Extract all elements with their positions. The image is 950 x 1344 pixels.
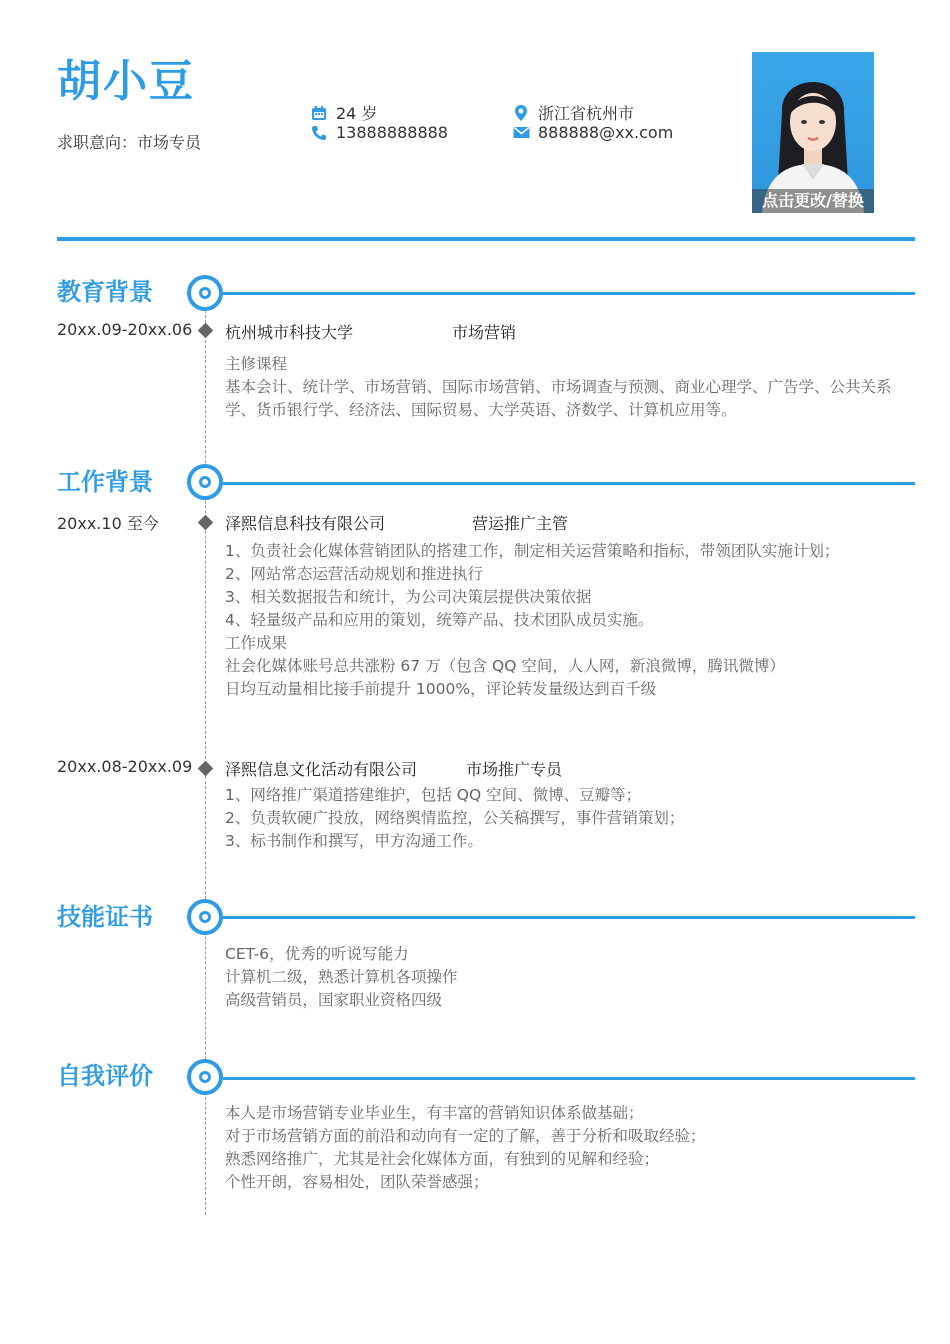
age-text: 24 岁 bbox=[336, 104, 378, 123]
timeline-diamond-icon bbox=[198, 323, 214, 339]
duty-line: 4、轻量级产品和应用的策划，统筹产品、技术团队成员实施。 bbox=[225, 611, 654, 629]
phone-icon bbox=[310, 124, 328, 142]
email-text: 888888@xx.com bbox=[538, 123, 674, 142]
section-circle-icon bbox=[187, 464, 223, 500]
education-major: 市场营销 bbox=[452, 323, 517, 342]
self-line: 熟悉网络推广，尤其是社会化媒体方面，有独到的见解和经验； bbox=[225, 1150, 660, 1168]
section-line bbox=[223, 292, 915, 295]
skills-list bbox=[225, 943, 905, 1012]
skill-line: CET-6，优秀的听说写能力 bbox=[225, 945, 409, 963]
duty-line: 3、相关数据报告和统计，为公司决策层提供决策依据 bbox=[225, 588, 592, 606]
self-evaluation bbox=[225, 1102, 905, 1194]
job-role: 营运推广主管 bbox=[472, 514, 569, 533]
courses-label: 主修课程 bbox=[225, 355, 288, 373]
achievement-label: 工作成果 bbox=[225, 634, 288, 652]
location-pin-icon bbox=[512, 104, 530, 122]
education-school: 杭州城市科技大学 bbox=[225, 323, 354, 342]
candidate-name: 胡小豆 bbox=[57, 56, 195, 107]
section-title-skills: 技能证书 bbox=[57, 903, 153, 931]
job-intent: 求职意向：市场专员 bbox=[57, 133, 202, 152]
achievement-line: 社会化媒体账号总共涨粉 67 万（包含 QQ 空间，人人网，新浪微博，腾讯微博） bbox=[225, 657, 785, 675]
education-courses bbox=[225, 353, 905, 422]
self-line: 本人是市场营销专业毕业生，有丰富的营销知识体系做基础； bbox=[225, 1104, 644, 1122]
section-title-education: 教育背景 bbox=[57, 278, 153, 306]
job-company: 泽熙信息文化活动有限公司 bbox=[225, 760, 418, 779]
job-duties bbox=[225, 784, 905, 853]
skill-line: 高级营销员，国家职业资格四级 bbox=[225, 991, 443, 1009]
achievement-line: 日均互动量相比接手前提升 1000%，评论转发量级达到百千级 bbox=[225, 680, 657, 698]
job-duties bbox=[225, 540, 905, 701]
duty-line: 1、网络推广渠道搭建维护，包括 QQ 空间、微博、豆瓣等； bbox=[225, 786, 642, 804]
location-text: 浙江省杭州市 bbox=[538, 104, 635, 123]
duty-line: 3、标书制作和撰写，甲方沟通工作。 bbox=[225, 832, 483, 850]
skill-line: 计算机二级，熟悉计算机各项操作 bbox=[225, 968, 458, 986]
header-divider bbox=[57, 237, 915, 241]
timeline-diamond-icon bbox=[198, 761, 214, 777]
section-title-self: 自我评价 bbox=[57, 1062, 153, 1090]
job-role: 市场推广专员 bbox=[466, 760, 563, 779]
section-line bbox=[223, 1077, 915, 1080]
self-line: 个性开朗，容易相处，团队荣誉感强； bbox=[225, 1173, 489, 1191]
section-circle-icon bbox=[187, 899, 223, 935]
duty-line: 2、负责软硬广投放，网络舆情监控，公关稿撰写，事件营销策划； bbox=[225, 809, 685, 827]
education-date: 20xx.09-20xx.06 bbox=[57, 320, 193, 339]
phone-row bbox=[310, 123, 448, 142]
self-line: 对于市场营销方面的前沿和动向有一定的了解，善于分析和吸取经验； bbox=[225, 1127, 706, 1145]
photo-change-caption[interactable]: 点击更改/替换 bbox=[752, 189, 874, 213]
job-date: 20xx.08-20xx.09 bbox=[57, 757, 193, 776]
timeline-diamond-icon bbox=[198, 515, 214, 531]
job-company: 泽熙信息科技有限公司 bbox=[225, 514, 386, 533]
section-title-work: 工作背景 bbox=[57, 468, 153, 496]
location-row bbox=[512, 101, 634, 124]
job-date: 20xx.10 至今 bbox=[57, 514, 159, 533]
section-line bbox=[223, 482, 915, 485]
calendar-icon bbox=[310, 104, 328, 122]
email-row bbox=[512, 123, 673, 142]
section-circle-icon bbox=[187, 1059, 223, 1095]
duty-line: 1、负责社会化媒体营销团队的搭建工作，制定相关运营策略和指标，带领团队实施计划； bbox=[225, 542, 840, 560]
mail-icon bbox=[512, 124, 530, 142]
duty-line: 2、网站常态运营活动规划和推进执行 bbox=[225, 565, 483, 583]
age-row bbox=[310, 101, 377, 124]
phone-text: 13888888888 bbox=[336, 123, 448, 142]
profile-photo[interactable] bbox=[752, 52, 874, 213]
section-line bbox=[223, 916, 915, 919]
section-circle-icon bbox=[187, 275, 223, 311]
courses-text: 基本会计、统计学、市场营销、国际市场营销、市场调查与预测、商业心理学、广告学、公共关系学、货币银行学、经济法、国际贸易、大学英语、济数学、计算机应用等。 bbox=[225, 378, 892, 419]
